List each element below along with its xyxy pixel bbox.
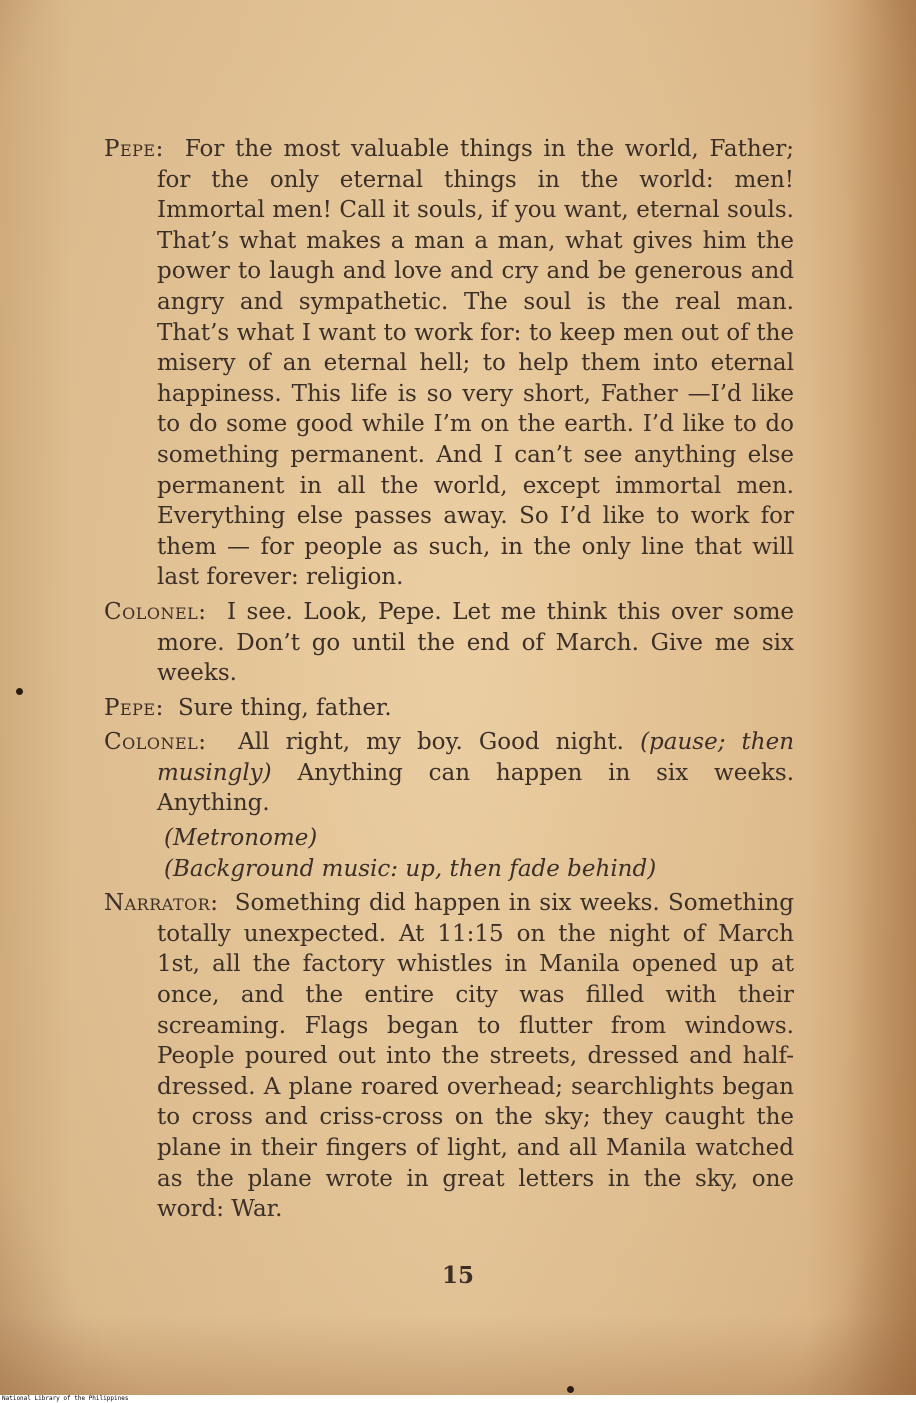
scan-footer (0, 1396, 916, 1403)
page-edge-shadow-bottom (0, 1315, 916, 1395)
speech-text: I see. Look, Pepe. Let me think this over some more. Don’t go until the end of March. Give me six weeks. (157, 598, 794, 687)
speech-text: For the most valuable things in the world, Father; for the only eternal things in the world: men! Immortal men! Call it souls, if you want, eternal souls. That’s what makes a man a man, what gives him the power to laugh and love and cry and be generous and angry and sympathetic. The soul is the real man. That’s what I want to work for: to keep men out of the misery of an eternal hell; to help them into eternal happiness. This life is so very short, Father —I’d like to do some good while I’m on the earth. I’d like to do something permanent. And I can’t see anything else permanent in all the world, except immortal men. Everything else passes away. So I’d like to work for them — for people as such, in the only line that will last forever: religion. (157, 136, 794, 591)
speaker-label: Pepe (104, 136, 156, 162)
speech-pepe-2: Pepe: Sure thing, father. (104, 694, 392, 721)
speaker-label: Narrator (104, 890, 211, 917)
speech-text: Sure thing, father. (177, 694, 392, 721)
stage-direction-text: (Metronome) (164, 825, 318, 852)
speech-colonel-1: Colonel: I see. Look, Pepe. Let me think this over some more. Don’t go until the end of March. Give me six weeks. (104, 598, 794, 687)
stage-direction-metronome (104, 823, 794, 854)
ink-speck (16, 688, 23, 695)
script-text (104, 134, 794, 1229)
speech-text-before: All right, my boy. Good night. (238, 729, 624, 756)
speech-text-after: Anything can happen in six weeks. Anything. (157, 759, 795, 817)
speech-text: Something did happen in six weeks. Something totally unexpected. At 11:15 on the night of March 1st, all the factory whistles in Manila opened up at once, and the entire city was filled with their screaming. Flags began to flutter from windows. People poured out into the streets, dressed and half-dressed. A plane roared overhead; searchlights began to cross and criss-cross on the sky; they caught the plane in their fingers of light, and all Manila watched as the plane wrote in great letters in the sky, one word: War. (157, 890, 794, 1223)
page-number: 15 (441, 1262, 474, 1289)
page-edge-shadow-right (846, 0, 916, 1395)
ink-speck (567, 1386, 574, 1393)
speaker-label: Colonel (104, 729, 199, 756)
stage-direction-text: (Background music: up, then fade behind) (164, 855, 657, 882)
speech-colonel-2: Colonel: All right, my boy. Good night. (pause; then musingly) Anything can happen in six weeks. Anything. (104, 729, 795, 817)
stage-direction-inline: (pause; then musingly) (157, 729, 795, 786)
stage-direction-music (104, 854, 794, 885)
speech-narrator: Narrator: Something did happen in six weeks. Something totally unexpected. At 11:15 on the night of March 1st, all the factory whistles in Manila opened up at once, and the entire city was filled with their screaming. Flags began to flutter from windows. People poured out into the streets, dressed and half-dressed. A plane roared overhead; searchlights began to cross and criss-cross on the sky; they caught the plane in their fingers of light, and all Manila watched as the plane wrote in great letters in the sky, one word: War. (104, 890, 794, 1223)
scan-credit: National Library of the Philippines (2, 1395, 129, 1402)
speech-pepe-1: Pepe: For the most valuable things in the world, Father; for the only eternal things in the world: men! Immortal men! Call it souls, if you want, eternal souls. That’s what makes a man a man, what gives him the power to laugh and love and cry and be generous and angry and sympathetic. The soul is the real man. That’s what I want to work for: to keep men out of the misery of an eternal hell; to help them into eternal happiness. This life is so very short, Father —I’d like to do some good while I’m on the earth. I’d like to do something permanent. And I can’t see anything else permanent in all the world, except immortal men. Everything else passes away. So I’d like to work for them — for people as such, in the only line that will last forever: religion. (104, 136, 794, 591)
speaker-label: Colonel (104, 598, 199, 625)
speaker-label: Pepe (104, 694, 156, 721)
